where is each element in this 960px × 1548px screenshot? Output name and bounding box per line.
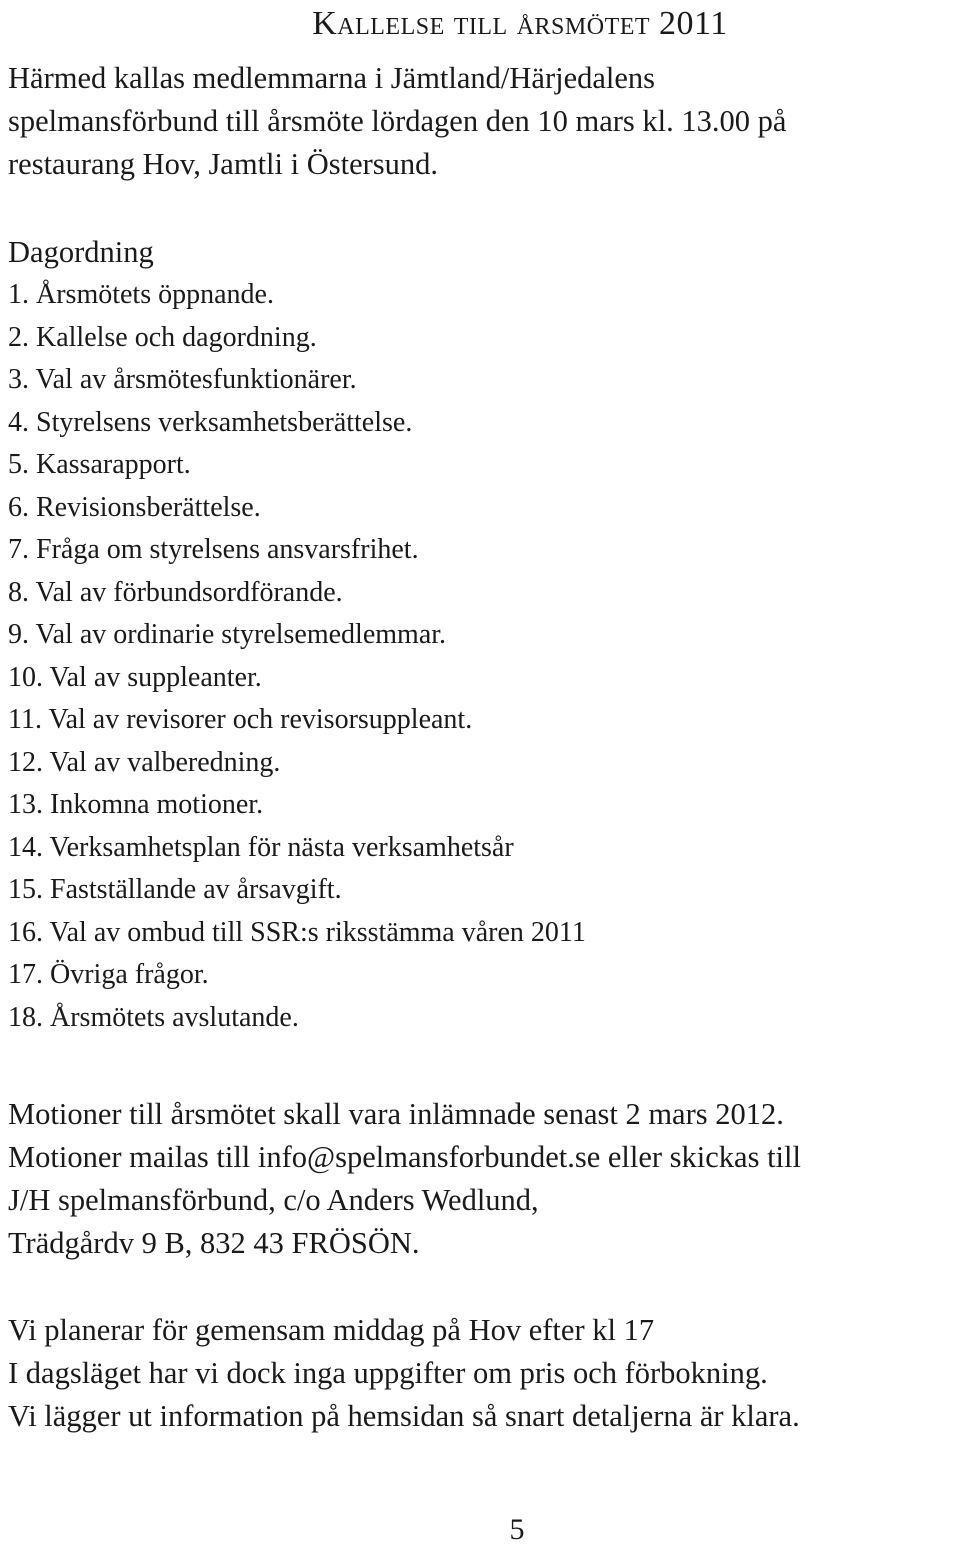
invitation-line: restaurang Hov, Jamtli i Östersund. [8, 147, 439, 181]
agenda-item: 6. Revisionsberättelse. [8, 491, 261, 523]
motions-line: Motioner till årsmötet skall vara inlämnade senast 2 mars 2012. [8, 1097, 784, 1131]
agenda-heading: Dagordning [8, 235, 154, 269]
agenda-item: 12. Val av valberedning. [8, 746, 281, 778]
agenda-item: 17. Övriga frågor. [8, 959, 209, 990]
agenda-item: 11. Val av revisorer och revisorsuppleant. [8, 704, 473, 735]
invitation-paragraph [8, 57, 958, 186]
agenda-item: 9. Val av ordinarie styrelsemedlemmar. [8, 619, 447, 650]
agenda-item: 18. Årsmötets avslutande. [8, 1001, 299, 1033]
motions-line: Motioner mailas till info@spelmansforbundet.se eller skickas till [8, 1140, 801, 1174]
dinner-line: I dagsläget har vi dock inga uppgifter om pris och förbokning. [8, 1356, 768, 1390]
agenda-item: 3. Val av årsmötesfunktionärer. [8, 364, 357, 395]
agenda-item: 16. Val av ombud till SSR:s riksstämma våren 2011 [8, 916, 586, 948]
agenda-item: 2. Kallelse och dagordning. [8, 321, 317, 353]
agenda-section [8, 231, 958, 274]
agenda-item: 15. Fastställande av årsavgift. [8, 874, 342, 905]
page-title: Kallelse till årsmötet 2011 [312, 5, 728, 42]
agenda-list [8, 274, 958, 1039]
agenda-item: 13. Inkomna motioner. [8, 789, 264, 820]
agenda-item: 4. Styrelsens verksamhetsberättelse. [8, 406, 413, 438]
agenda-item: 8. Val av förbundsordförande. [8, 576, 343, 608]
agenda-item: 1. Årsmötets öppnande. [8, 279, 274, 310]
motions-line: J/H spelmansförbund, c/o Anders Wedlund, [8, 1183, 539, 1217]
invitation-line: spelmansförbund till årsmöte lördagen den 10 mars kl. 13.00 på [8, 104, 787, 138]
dinner-paragraph [8, 1309, 958, 1438]
invitation-line: Härmed kallas medlemmarna i Jämtland/Härjedalens [8, 61, 656, 95]
motions-line: Trädgårdv 9 B, 832 43 FRÖSÖN. [8, 1226, 420, 1260]
dinner-line: Vi planerar för gemensam middag på Hov efter kl 17 [8, 1313, 655, 1347]
page-number: 5 [509, 1513, 525, 1546]
dinner-line: Vi lägger ut information på hemsidan så snart detaljerna är klara. [8, 1399, 800, 1433]
motions-paragraph [8, 1093, 958, 1265]
agenda-item: 14. Verksamhetsplan för nästa verksamhetsår [8, 831, 514, 863]
agenda-item: 5. Kassarapport. [8, 449, 191, 480]
agenda-item: 10. Val av suppleanter. [8, 661, 262, 693]
agenda-item: 7. Fråga om styrelsens ansvarsfrihet. [8, 534, 419, 565]
